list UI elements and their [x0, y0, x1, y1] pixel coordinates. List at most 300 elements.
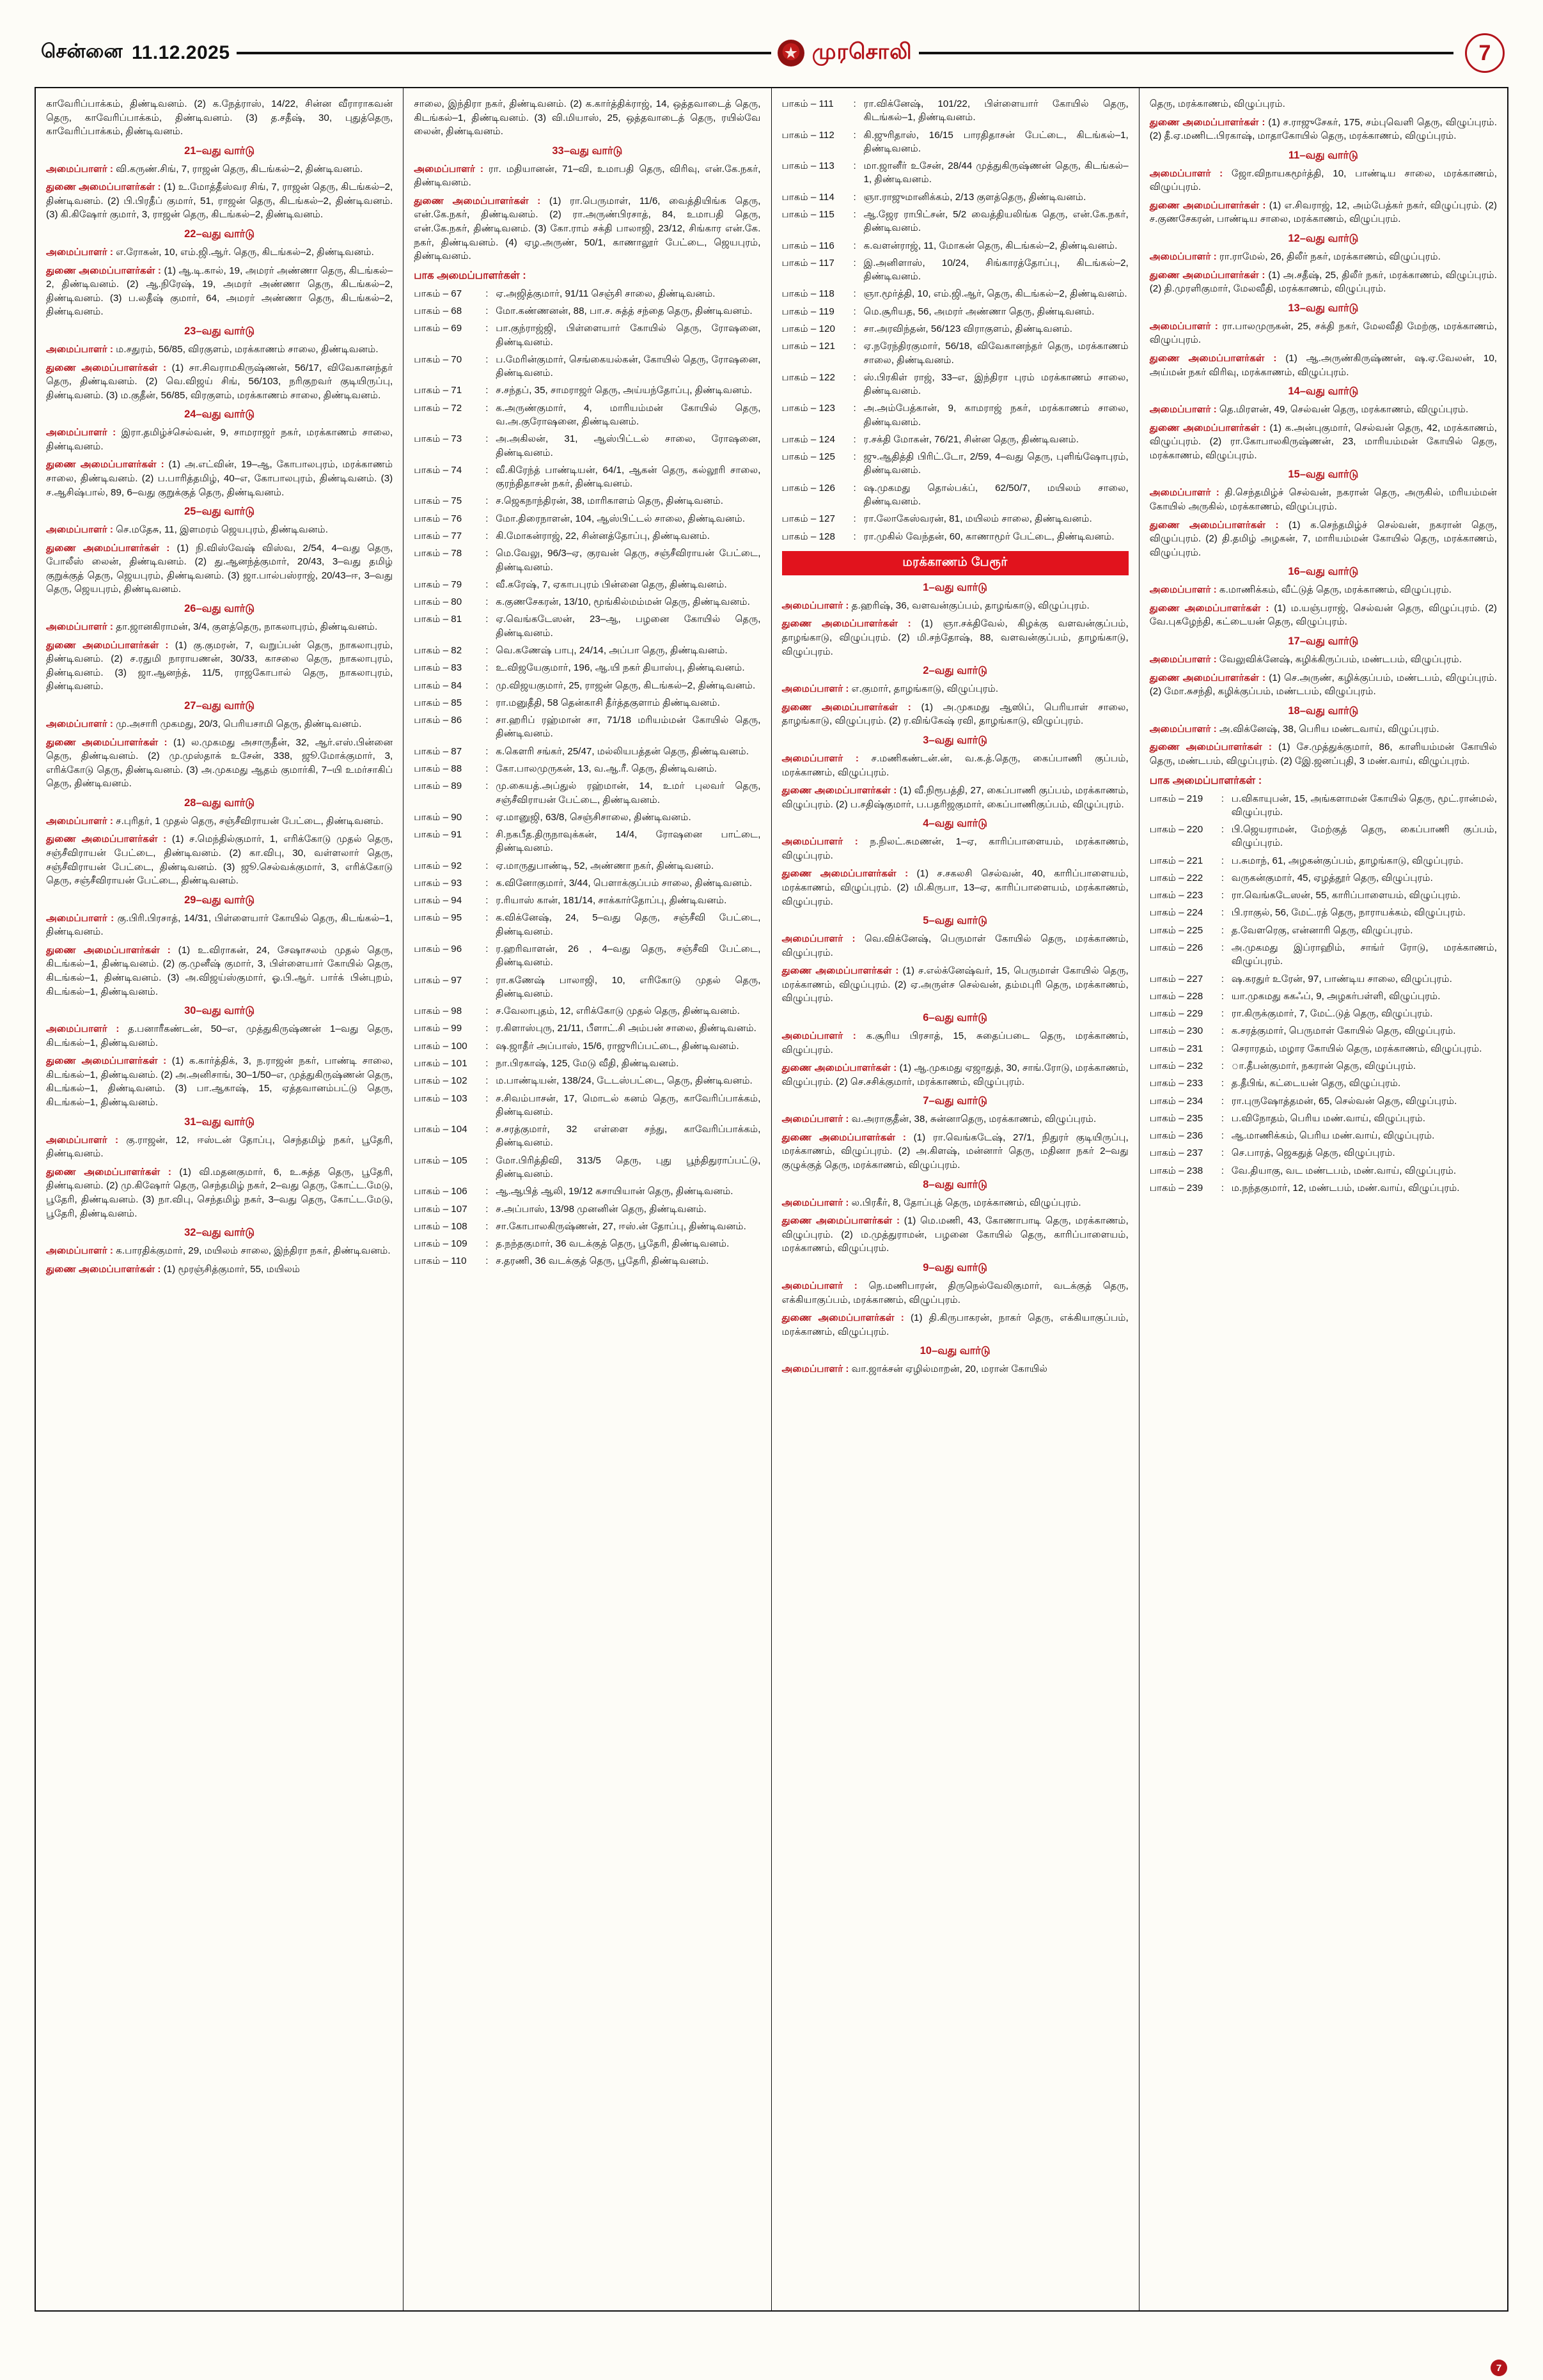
part-colon: :: [853, 323, 856, 334]
part-number: பாகம் – 82: [414, 644, 462, 656]
part-number: பாகம் – 111: [781, 98, 834, 109]
part-value: ஷ.ஜாதீர் அப்பாஸ், 15/6, ராஜுரிப்பட்டை, திண்டிவனம்.: [496, 1040, 739, 1052]
part-value: வீ.கிரேந்த் பாண்டியன், 64/1, ஆகன் தெரு, கல்லூரி சாலை, குரந்திதாசன் நகர், திண்டிவனம்.: [496, 464, 761, 490]
part-colon: :: [1221, 1165, 1224, 1176]
part-entry: [414, 713, 760, 741]
part-colon: :: [1221, 1112, 1224, 1124]
part-colon: :: [853, 482, 856, 494]
part-number: பாகம் – 113: [781, 160, 834, 172]
labelled-paragraph: [1150, 671, 1497, 699]
paragraph-text: (1) கு.குமரன், 7, வறுப்பன் தெரு, நாகலாபுரம், திண்டிவனம். (2) ச.ரதுமி நாராயணன், 30/33, காசலை தெரு, நாகலாபுரம், திண்டிவனம். (3) ஜா.ஆனந்த், 11/5, ராஜகோபால் தெரு, நாகலாபுரம், திண்டிவனம்.: [46, 639, 393, 692]
entry-label: அமைப்பாளர் :: [781, 836, 858, 848]
paragraph-text: தி.செந்தமிழ்ச் செல்வன், நகரான் தெரு, அருகில், மரியம்மன் கோயில் அருகில், மரக்காணம், விழுப்புரம்.: [1149, 487, 1497, 512]
paragraph-text: (1) ச.மெந்தில்குமார், 1, எரிக்கோடு முதல் தெரு, சஞ்சீவிராயன் பேட்டை, திண்டிவனம். (2) கா.விபு, 30, வள்ளலார் தெரு, சஞ்சீவிராயன் பேட்டை, திண்டிவனம். (3) ஜூ.செல்வக்குமார், 3, எரிக்கோடு தெரு, சஞ்சீவிராயன் பேட்டை, திண்டிவனம்.: [46, 834, 393, 887]
part-entry: [1150, 1112, 1497, 1125]
part-entry: [1150, 854, 1497, 867]
paragraph-text: (1) உ.விராகன், 24, சேஷாசலம் முதல் தெரு, கிடங்கல்–1, திண்டிவனம். (2) கு.முனீஷ் குமார், 3, பிள்ளையார் கோயில் தெரு, கிடங்கல்–1, திண்டிவனம். (3) அ.விஜய்ஸ்குமார், ஓ.பி.ஆர். பார்க் பின்புறம், கிடங்கல்–1, திண்டிவனம்.: [46, 944, 393, 997]
part-colon: :: [1221, 872, 1224, 883]
part-number: பாகம் – 128: [781, 531, 835, 542]
paragraph-text: ச.புரிதர், 1 முதல் தெரு, சஞ்சீவிராயன் பேட்டை, திண்டிவனம்.: [116, 815, 384, 827]
part-number: பாகம் – 114: [781, 191, 834, 203]
part-entry: [1150, 990, 1497, 1003]
part-value: ரா.புருஷோத்தமன், 65, செல்வன் தெரு, விழுப்புரம்.: [1231, 1095, 1457, 1107]
part-value: ரா.லோகேஸ்வரன், 81, மயிலம் சாலை, திண்டிவனம்.: [863, 513, 1092, 525]
part-value: ச.தரணி, 36 வடக்குத் தெரு, பூதேரி, திண்டிவனம்.: [496, 1256, 709, 1267]
part-entry: [414, 1154, 760, 1181]
part-value: செராரதம், மழார கோயில் தெரு, மரக்காணம், விழுப்புரம்.: [1231, 1043, 1482, 1054]
part-value: ஷ.கரதுர் உரேன், 97, பாண்டிய சாலை, விழுப்புரம்.: [1231, 973, 1452, 984]
entry-label: அமைப்பாளர் :: [1149, 167, 1223, 179]
part-number: பாகம் – 225: [1149, 924, 1203, 936]
part-colon: :: [485, 912, 489, 924]
part-entry: [782, 322, 1129, 336]
part-entry: [414, 696, 760, 710]
part-value: மு.கையத்.அப்துல் ரஹ்மான், 14, உமர் புலவர் தெரு, சஞ்சீவிராயன் பேட்டை, திண்டிவனம்.: [496, 781, 761, 805]
part-number: பாகம் – 99: [414, 1023, 462, 1034]
text-column-2: [403, 88, 771, 2310]
ward-heading: 10–வது வார்டு: [920, 1345, 991, 1357]
part-number: பாகம் – 226: [1149, 942, 1203, 954]
entry-label: அமைப்பாளர் :: [1149, 723, 1217, 735]
part-entry: [1150, 1042, 1497, 1055]
entry-label: துணை அமைப்பாளர்கள் :: [781, 701, 911, 713]
part-number: பாகம் – 109: [414, 1238, 467, 1250]
labelled-paragraph: [782, 752, 1129, 779]
entry-label: துணை அமைப்பாளர்கள் :: [46, 639, 169, 651]
part-value: ரா.கணேஷ் பாலாஜி, 10, எரிகோடு முதல் தெரு, திண்டிவனம்.: [496, 974, 761, 999]
part-number: பாகம் – 220: [1149, 824, 1203, 836]
entry-label: அமைப்பாளர் :: [414, 163, 483, 175]
part-number: பாகம் – 112: [781, 129, 834, 141]
part-entry: [414, 1123, 760, 1150]
paragraph-text: (1) சே.முத்துக்குமார், 86, காளியம்மன் கோயில் தெரு, மண்டபம், விழுப்புரம். (2) இே.ஜனப்புதி, 3 மண்.வாய், விழுப்புரம்.: [1149, 742, 1497, 766]
part-value: ஆ.ஜேர ராபிட்சன், 5/2 வைத்தியலிங்க தெரு, என்.கே.நகர், திண்டிவனம்.: [863, 208, 1129, 234]
paragraph-text: (1) உ.மோத்தீஸ்வர சிங், 7, ராஜன் தெரு, கிடங்கல்–2, திண்டிவனம். (2) பி.பிரதீப் குமார், 51, ராஜன் தெரு, கிடங்கல்–2, திண்டிவனம். (3) கி.கிஷோர் குமார், 3, ராஜன் தெரு, கிடங்கல்–2, திண்டிவனம்.: [46, 182, 393, 221]
labelled-paragraph: [1150, 518, 1497, 560]
paragraph-text: (1) ம.யஞ்பராஜ், செல்வன் தெரு, விழுப்புரம். (2) வே.புகழேந்தி, கட்டையன் தெரு, விழுப்புரம்.: [1149, 602, 1497, 628]
ward-heading: 22–வது வார்டு: [184, 228, 255, 240]
part-number: பாகம் – 229: [1149, 1008, 1203, 1020]
entry-label: அமைப்பாளர் :: [781, 683, 849, 695]
body-paragraph: [1150, 97, 1497, 111]
entry-label: துணை அமைப்பாளர்கள் :: [1149, 519, 1279, 531]
part-colon: :: [485, 781, 489, 792]
labelled-paragraph: [46, 620, 393, 634]
entry-label: அமைப்பாளர் :: [1149, 404, 1217, 416]
part-number: பாகம் – 91: [414, 829, 462, 841]
labelled-paragraph: [46, 1244, 393, 1258]
part-entry: [414, 859, 760, 873]
labelled-paragraph: [1150, 421, 1497, 463]
part-entry: [414, 353, 760, 380]
paragraph-text: (1) ரா.பெருமாள், 11/6, வைத்தியிங்க தெரு, என்.கே.நகர், திண்டிவனம். (2) ரா.அருண்பிரசாத், 84, உமாபதி தெரு, என்.கே.நகர், திண்டிவனம். (3) கோ.ராம் சக்தி பாலாஜி, 23/12, சிங்கார என்.கே. நகர், திண்டிவனம். (4) ஏழ.அருண், 50/1, காணாலூர் பேட்டை, ஜெயபுரம், திண்டிவனம்.: [414, 195, 761, 262]
entry-label: துணை அமைப்பாளர்கள் :: [781, 618, 911, 630]
part-colon: :: [485, 974, 489, 986]
labelled-paragraph: [782, 784, 1129, 811]
entry-label: அமைப்பாளர் :: [1149, 487, 1219, 499]
part-number: பாகம் – 98: [414, 1006, 462, 1017]
ward-heading: 31–வது வார்டு: [184, 1116, 255, 1128]
entry-label: துணை அமைப்பாளர்கள் :: [781, 785, 897, 797]
part-entry: [414, 463, 760, 491]
part-value: வே.தியாகு, வட மண்டபம், மண்.வாய், விழுப்புரம்.: [1231, 1165, 1457, 1176]
part-value: ரா.கிருக்குமார், 7, மேட்.டுத் தெரு, விழுப்புரம்.: [1231, 1008, 1433, 1020]
part-number: பாகம் – 102: [414, 1075, 467, 1087]
part-entry: [414, 1202, 760, 1216]
part-number: பாகம் – 83: [414, 662, 462, 674]
paragraph-text: வெ.விக்னேஷ், பெருமாள் கோயில் தெரு, மரக்காணம், விழுப்புரம்.: [781, 933, 1129, 958]
part-colon: :: [485, 1058, 489, 1069]
part-colon: :: [485, 385, 489, 396]
part-value: பா.குந்ராஜ்ஜி, பிள்ளையார் கோயில் தெரு, ரோஷனை, திண்டிவனம்.: [496, 323, 761, 348]
entry-label: துணை அமைப்பாளர்கள் :: [1149, 269, 1265, 281]
paragraph-text: அ.விக்னேஷ், 38, பெரிய மண்டவாய், விழுப்புரம்.: [1219, 723, 1439, 735]
ward-heading: 1–வது வார்டு: [923, 581, 988, 593]
labelled-paragraph: [1150, 352, 1497, 379]
part-value: ஞா.ராஜுமானிக்கம், 2/13 குளத்தெரு, திண்டிவனம்.: [863, 191, 1086, 203]
paragraph-text: (1) சா.சிவராமகிருஷ்ணன், 56/17, விவேகானந்தர் தெரு, திண்டிவனம். (2) வெ.விஜய் சிங், 56/103, நரிகுறவர் குடியிருப்பு, திண்டிவனம். (3) ம.குதீன், 56/85, விரகுளம், மரக்காணம் சாலை, திண்டிவனம்.: [46, 362, 393, 401]
part-entry: [414, 828, 760, 855]
entry-label: அமைப்பாளர் :: [46, 247, 113, 258]
labelled-paragraph: [46, 264, 393, 319]
part-colon: :: [853, 160, 856, 172]
ward-heading: 28–வது வார்டு: [184, 797, 255, 809]
entry-label: துணை அமைப்பாளர்கள் :: [46, 1055, 167, 1067]
part-number: பாகம் – 126: [781, 482, 835, 494]
labelled-paragraph: [46, 832, 393, 887]
part-entry: [782, 191, 1129, 204]
part-entry: [414, 1039, 760, 1053]
part-colon: :: [1221, 942, 1224, 954]
entry-label: அமைப்பாளர் :: [781, 933, 856, 945]
paragraph-text: தெரு, மரக்காணம், விழுப்புரம்.: [1149, 98, 1285, 109]
labelled-paragraph: [1150, 167, 1497, 194]
part-colon: :: [853, 371, 856, 383]
part-entry: [782, 450, 1129, 478]
paragraph-text: (1) வி.மதனகுமார், 6, உ.சுத்த தெரு, பூதேரி, திண்டிவனம். (2) மு.கிஷோர் தெரு, செந்தமிழ் நகர், 2–வது தெரு, கோட்ட.மேடு, பூதேரி, திண்டிவனம். (3) நா.விபு, செந்தமிழ் நகர், 3–வது தெரு, கோட்ட.மேடு, பூதேரி, திண்டிவனம்.: [46, 1166, 393, 1219]
part-colon: :: [1221, 824, 1224, 836]
part-value: நா.பிரகாஷ், 125, மேடு வீதி, திண்டிவனம்.: [496, 1058, 679, 1069]
part-colon: :: [485, 1238, 489, 1250]
paragraph-text: சாலை, இந்திரா நகர், திண்டிவனம். (2) க.கார்த்திக்ராஜ், 14, ஒத்தவாடைத் தெரு, கிடங்கல்–1, திண்டிவனம். (3) வி.மியாஸ், 25, ஒத்தவாடைத் தெரு, ரயில்வே லைன், திண்டிவனம்.: [414, 98, 761, 137]
part-value: யா.முகமது ககஃப், 9, அழகர்பள்ளி, விழுப்புரம்.: [1231, 990, 1441, 1002]
part-number: பாகம் – 234: [1149, 1095, 1203, 1107]
part-entry: [414, 384, 760, 397]
ward-heading: 7–வது வார்டு: [923, 1095, 988, 1107]
part-entry: [782, 287, 1129, 300]
part-colon: :: [1221, 907, 1224, 919]
entry-label: துணை அமைப்பாளர்கள் :: [46, 362, 167, 373]
labelled-paragraph: [46, 639, 393, 694]
part-number: பாகம் – 221: [1149, 855, 1203, 866]
part-colon: :: [485, 1203, 489, 1215]
part-number: பாகம் – 67: [414, 288, 462, 299]
part-number: பாகம் – 233: [1149, 1078, 1203, 1089]
part-value: ர.சக்தி மோகன், 76/21, சின்ன தெரு, திண்டிவனம்.: [863, 433, 1079, 445]
part-value: மோ.திரைநாளன், 104, ஆஸ்பிட்டல் சாலை, திண்டிவனம்.: [496, 513, 746, 524]
part-value: ரா.வெங்கடேஸன், 55, காரிப்பாளையம், விழுப்புரம்.: [1231, 890, 1461, 901]
paragraph-text: செ.மதேசு, 11, இளமரம் ஜெயபுரம், திண்டிவனம்.: [116, 524, 328, 536]
part-entry: [1150, 823, 1497, 850]
labelled-paragraph: [46, 162, 393, 176]
labelled-paragraph: [1150, 250, 1497, 264]
ward-heading: 30–வது வார்டு: [184, 1005, 255, 1017]
text-column-1: [36, 88, 403, 2310]
ward-heading: 12–வது வார்டு: [1288, 233, 1359, 245]
part-number: பாகம் – 222: [1149, 872, 1203, 883]
part-value: த.நந்தகுமார், 36 வடக்குத் தெரு, பூதேரி, திண்டிவனம்.: [496, 1238, 730, 1250]
labelled-paragraph: [46, 245, 393, 260]
part-number: பாகம் – 239: [1149, 1182, 1203, 1194]
part-value: ச.ஜெகநாந்திரன், 38, மாரிகாளம் தெரு, திண்டிவனம்.: [496, 495, 723, 507]
part-colon: :: [1221, 924, 1224, 936]
part-entry: [414, 1220, 760, 1233]
masthead-rule-left: [237, 52, 771, 54]
paragraph-text: (1) க.செந்தமிழ்ச் செல்வன், நகரான் தெரு, விழுப்புரம். (2) தி.தமிழ் அழகன், 7, மாரியம்மன் கோயில் தெரு, மரக்காணம், விழுப்புரம்.: [1149, 519, 1497, 558]
entry-label: துணை அமைப்பாளர்கள் :: [1149, 352, 1277, 364]
ward-heading: 13–வது வார்டு: [1288, 302, 1359, 314]
part-colon: :: [1221, 1182, 1224, 1194]
entry-label: அமைப்பாளர் :: [781, 600, 849, 611]
part-value: இ.அனிளாஸ், 10/24, சிங்காரத்தோப்பு, கிடங்கல்–2, திண்டிவனம்.: [863, 257, 1129, 283]
part-value: கோ.பாலமுருகன், 13, வ.ஆ.ரீ. தெரு, திண்டிவனம்.: [496, 763, 717, 774]
part-value: ஏ.மானுஜி, 63/8, செஞ்சிசாலை, திண்டிவனம்.: [496, 811, 691, 823]
part-value: ரா.மனுதீதி, 58 தென்காசி தீர்த்தகுளாம் திண்டிவனம்.: [496, 697, 720, 708]
part-colon: :: [1221, 1061, 1224, 1071]
part-number: பாகம் – 71: [414, 385, 462, 396]
labelled-paragraph: [46, 523, 393, 537]
entry-label: அமைப்பாளர் :: [781, 1364, 849, 1375]
labelled-paragraph: [46, 814, 393, 828]
part-value: அ.முகமது இப்ராஹிம், சாங்ர் ரோடு, மரக்காணம், விழுப்புரம்.: [1231, 942, 1497, 967]
part-entry: [414, 1185, 760, 1198]
paragraph-text: (1) க.கார்த்திக், 3, ந.ராஜன் நகர், பாண்டி சாலை, கிடங்கல்–1, திண்டிவனம். (2) அ.அனிசாங், 30–1/50–எ, முத்துகிருஷ்ணன் தெரு, கிடங்கல்–1, திண்டிவனம். (3) பா.ஆகாஷ், 15, ஏத்தவானம்பட்டு தெரு, கிடங்கல்–1, திண்டிவனம்.: [46, 1055, 393, 1108]
part-entry: [414, 512, 760, 525]
part-colon: :: [485, 1155, 489, 1166]
labelled-paragraph: [782, 867, 1129, 908]
part-number: பாகம் – 97: [414, 974, 462, 986]
part-value: ஞா.மூர்த்தி, 10, எம்.ஜி.ஆர், தெரு, கிடங்கல்–2, திண்டிவனம்.: [863, 288, 1127, 300]
part-entry: [782, 530, 1129, 543]
part-number: பாகம் – 80: [414, 596, 462, 608]
part-colon: :: [485, 644, 489, 656]
part-colon: :: [485, 1075, 489, 1087]
part-entry: [782, 371, 1129, 398]
part-value: பி.ராகுல், 56, மேட்.ரத் தெரு, நாராயக்கம், விழுப்புரம்.: [1231, 907, 1466, 919]
part-colon: :: [1221, 973, 1224, 984]
paragraph-text: (1) அ.முகமது ஆஸிப், பெரியாள் சாலை, தாழங்காடு, விழுப்புரம். (2) ர.விங்கேஷ் ரவி, தாழங்காடு, விழுப்புரம்.: [781, 701, 1129, 727]
part-value: அ.அம்பேத்கான், 9, காமராஜ் நகர், மரக்காணம் சாலை, திண்டிவனம்.: [863, 403, 1129, 428]
paragraph-text: காவேரிப்பாக்கம், திண்டிவனம். (2) க.நேத்ராஸ், 14/22, சின்ன வீராராகவன் தெரு, காவேரிப்பாக்கம், திண்டிவனம். (3) த.சதீஷ், 30, புதுத்தெரு, காவேரிப்பாக்கம், திண்டிவனம்.: [46, 98, 393, 137]
part-value: கி.ஜுரிதாஸ், 16/15 பாரதிதாசன் பேட்டை, கிடங்கல்–1, திண்டிவனம்.: [863, 129, 1129, 154]
body-paragraph: [414, 97, 760, 139]
part-value: பி.ஜெயராமன், மேற்குத் தெரு, கைப்பாணி குப்பம், விழுப்புரம்.: [1231, 824, 1497, 849]
part-entry: [414, 679, 760, 692]
part-value: ம.நந்தகுமார், 12, மண்டபம், மண்.வாய், விழுப்புரம்.: [1231, 1182, 1460, 1194]
paragraph-text: எ.குமார், தாழங்காடு, விழுப்புரம்.: [851, 683, 999, 695]
entry-label: துணை அமைப்பாளர்கள் :: [46, 1166, 171, 1178]
part-number: பாகம் – 100: [414, 1040, 467, 1052]
part-colon: :: [485, 354, 489, 365]
part-entry: [414, 876, 760, 890]
labelled-paragraph: [782, 617, 1129, 658]
entry-label: துணை அமைப்பாளர்கள் :: [781, 1132, 906, 1143]
part-number: பாகம் – 69: [414, 323, 462, 334]
ward-heading: 24–வது வார்டு: [184, 408, 255, 421]
part-number: பாகம் – 88: [414, 763, 462, 774]
part-colon: :: [485, 531, 489, 541]
part-colon: :: [853, 403, 856, 414]
paragraph-text: க.பாரதிக்குமார், 29, மயிலம் சாலை, இந்திரா நகர், திண்டிவனம்.: [116, 1245, 391, 1257]
part-value: சி.நகபீத.திருநாவுக்கன், 14/4, ரோஷனை பாட்டை, திண்டிவனம்.: [496, 829, 761, 854]
edition-date: 11.12.2025: [132, 42, 230, 63]
part-colon: :: [485, 495, 489, 507]
paragraph-text: த.பனாரீகண்டன், 50–எ, முத்துகிருஷ்ணன் 1–வது தெரு, கிடங்கல்–1, திண்டிவனம்.: [46, 1023, 393, 1048]
entry-label: துணை அமைப்பாளர்கள் :: [46, 944, 171, 956]
part-number: பாகம் – 122: [781, 371, 835, 383]
ward-heading: 15–வது வார்டு: [1288, 469, 1359, 481]
ward-heading: 21–வது வார்டு: [184, 144, 255, 157]
part-colon: :: [485, 1124, 489, 1135]
part-number: பாகம் – 104: [414, 1124, 467, 1135]
part-value: சா.கோபாலகிருஷ்ணன், 27, ஈஸ்.ன் தோப்பு, திண்டிவனம்.: [496, 1220, 746, 1232]
body-paragraph: [46, 97, 393, 139]
part-colon: :: [485, 433, 489, 445]
paragraph-text: ல.பிரகீர், 8, தோப்புத் தெரு, மரக்காணம், விழுப்புரம்.: [851, 1197, 1081, 1208]
entry-label: துணை அமைப்பாளர்கள் :: [1149, 116, 1265, 128]
part-value: ஜு.ஆதித்தி பிரிட்.டோ, 2/59, 4–வது தெரு, புளிங்ஷோபுரம், திண்டிவனம்.: [863, 451, 1129, 476]
part-entry: [1150, 972, 1497, 986]
paragraph-text: (1) ஆ.அருண்கிருஷ்ணன், ஷ.ஏ.வேலன், 10, அய்மன் நகர் விரிவு, மரக்காணம், விழுப்புரம்.: [1149, 352, 1497, 378]
entry-label: துணை அமைப்பாளர்கள் :: [1149, 422, 1266, 433]
entry-label: அமைப்பாளர் :: [1149, 320, 1218, 332]
paragraph-text: (1) ஞா.சக்திவேல், கிழக்கு வளவன்குப்பம், தாழங்காடு, விழுப்புரம். (2) மி.சந்தோஷ், 88, வளவன்குப்பம், தாழங்காடு, விழுப்புரம்.: [781, 618, 1129, 657]
entry-label: துணை அமைப்பாளர்கள் :: [46, 459, 164, 471]
part-colon: :: [485, 323, 489, 334]
labelled-paragraph: [46, 1133, 393, 1161]
paragraph-text: (1) ச.சகலசி செல்வன், 40, காரிப்பாளையம், மரக்காணம், விழுப்புரம். (2) மி.கிருபா, 13–ஏ, காரிப்பாளையம், மரக்காணம், விழுப்புரம்.: [781, 868, 1129, 907]
part-value: வீ.கரேஷ், 7, ஏகாபபுரம் பின்னை தெரு, திண்டிவனம்.: [496, 579, 727, 590]
labelled-paragraph: [782, 1279, 1129, 1307]
labelled-paragraph: [1150, 486, 1497, 513]
entry-label: துணை அமைப்பாளர்கள் :: [46, 834, 167, 845]
part-value: வருகன்குமார், 45, ஏழத்தூர் தெரு, விழுப்புரம்.: [1231, 872, 1433, 883]
ward-heading: 25–வது வார்டு: [184, 506, 255, 518]
part-entry: [414, 529, 760, 543]
part-number: பாகம் – 68: [414, 306, 462, 317]
part-value: ச.சிவம்பாசன், 17, மொடல் கனம் தெரு, காவேரிப்பாக்கம், திண்டிவனம்.: [496, 1093, 761, 1117]
paragraph-text: வி.கருண்.சிங், 7, ராஜன் தெரு, கிடங்கல்–2, திண்டிவனம்.: [116, 163, 363, 175]
part-value: ப.விகாயுபன், 15, அங்களாமன் கோயில் தெரு, மூட்.ரான்மல், விழுப்புரம்.: [1231, 793, 1497, 818]
labelled-paragraph: [46, 458, 393, 499]
part-value: மெ.சூரியத, 56, அமரர் அண்ணா தெரு, திண்டிவனம்.: [863, 306, 1095, 317]
part-entry: [1150, 1181, 1497, 1195]
part-number: பாகம் – 223: [1149, 890, 1203, 901]
part-value: க.குணசேகரன், 13/10, மூங்கில்மம்மன் தெரு, திண்டிவனம்.: [496, 596, 750, 608]
masthead-left: [41, 41, 230, 65]
part-entry: [414, 1092, 760, 1119]
entry-label: துணை அமைப்பாளர்கள் :: [46, 736, 168, 748]
part-entry: [414, 1074, 760, 1087]
labelled-paragraph: [46, 1022, 393, 1050]
part-colon: :: [1221, 990, 1224, 1002]
paragraph-text: ரா.பாலமுருகன், 25, சக்தி நகர், மேலவீதி மேற்கு, மரக்காணம், விழுப்புரம்.: [1149, 320, 1497, 346]
paragraph-text: தெ.மிரளன், 49, செல்வன் தெரு, மரக்காணம், விழுப்புரம்.: [1219, 404, 1469, 416]
paragraph-text: (1) ஆ.முகமது ஏஜாதுத், 30, சாங்.ரோடு, மரக்காணம், விழுப்புரம். (2) செ.சசிக்குமார், மரக்காணம், விழுப்புரம்.: [781, 1062, 1129, 1087]
part-entry: [1150, 1007, 1497, 1020]
part-number: பாகம் – 85: [414, 697, 462, 708]
part-colon: :: [485, 715, 489, 726]
part-value: க.அருண்குமார், 4, மாரியம்மன் கோயில் தெரு, வ.அ.குரோஷனை, திண்டிவனம்.: [496, 402, 761, 428]
part-entry: [414, 1004, 760, 1018]
part-entry: [1150, 1094, 1497, 1108]
paragraph-text: (1) ஆ.டி.கால், 19, அமரர் அண்ணா தெரு, கிடங்கல்–2, திண்டிவனம். (2) ஆ.நிரேஷ், 19, அமரர் அண்ணா தெரு, கிடங்கல்–2, திண்டிவனம். (3) ப.லதீஷ் குமார், 64, அமரர் அண்ணா தெரு, கிடங்கல்–2, திண்டிவனம்.: [46, 265, 393, 318]
part-entry: [414, 1057, 760, 1070]
part-colon: :: [485, 614, 489, 625]
part-number: பாகம் – 115: [781, 208, 834, 220]
part-number: பாகம் – 96: [414, 944, 462, 955]
part-colon: :: [853, 288, 856, 300]
paragraph-text: (1) தி.கிருபாகரன், நாகர் தெரு, எக்கியாகுப்பம், மரக்காணம், விழுப்புரம்.: [781, 1312, 1129, 1337]
entry-label: துணை அமைப்பாளர்கள் :: [46, 542, 170, 554]
paragraph-text: க.சூரிய பிரசாத், 15, சுதைப்படை தெரு, மரக்காணம், விழுப்புரம்.: [781, 1031, 1129, 1055]
labelled-paragraph: [782, 599, 1129, 613]
paragraph-text: ரா. மதியானன், 71–வி, உமாபதி தெரு, விரிவு, என்.கே.நகர், திண்டிவனம்.: [414, 163, 761, 189]
part-entry: [414, 612, 760, 640]
part-entry: [1150, 1129, 1497, 1142]
entry-label: அமைப்பாளர் :: [46, 427, 116, 439]
part-colon: :: [485, 1256, 489, 1267]
paragraph-text: கு.ராஜன், 12, ஈஸ்டன் தோப்பு, செந்தமிழ் நகர், பூதேரி, திண்டிவனம்.: [46, 1134, 393, 1160]
ward-heading: 14–வது வார்டு: [1288, 385, 1359, 398]
part-colon: :: [853, 257, 856, 268]
part-number: பாகம் – 79: [414, 579, 462, 590]
part-value: உ.விஜயேகுமார், 196, ஆ.யி நகர் தியாஸ்பு, திண்டிவனம்.: [496, 662, 745, 674]
part-colon: :: [485, 829, 489, 841]
part-colon: :: [1221, 1130, 1224, 1142]
part-number: பாகம் – 107: [414, 1203, 467, 1215]
part-number: பாகம் – 78: [414, 548, 462, 559]
part-value: ஆ.மாணிக்கம், பெரிய மண்.வாய், விழுப்புரம்.: [1231, 1130, 1435, 1142]
part-number: பாகம் – 116: [781, 240, 834, 251]
part-number: பாகம் – 95: [414, 912, 462, 924]
part-number: பாகம் – 120: [781, 323, 835, 334]
part-colon: :: [853, 129, 856, 141]
entry-label: அமைப்பாளர் :: [46, 621, 113, 633]
paragraph-text: கு.பிரி.பிரசாத், 14/31, பிள்ளையார் கோயில் தெரு, கிடங்கல்–1, திண்டிவனம்.: [46, 912, 393, 938]
part-value: ரா.விக்னேஷ், 101/22, பிள்ளையார் கோயில் தெரு, கிடங்கல்–1, திண்டிவனம்.: [863, 98, 1129, 123]
labelled-paragraph: [782, 1362, 1129, 1376]
part-entry: [414, 745, 760, 758]
part-colon: :: [485, 288, 489, 299]
labelled-paragraph: [782, 1311, 1129, 1339]
part-value: க.வினோகுமார், 3/44, பெளாக்குப்பம் சாலை, திண்டிவனம்.: [496, 877, 753, 889]
paragraph-text: ஜோ.விநாயகமூர்த்தி, 10, பாண்டிய சாலை, மரக்காணம், விழுப்புரம்.: [1149, 167, 1497, 193]
part-number: பாகம் – 90: [414, 811, 462, 823]
ward-heading: 26–வது வார்டு: [184, 603, 255, 615]
paragraph-text: தா.ஜானகிராமன், 3/4, குளத்தெரு, நாகலாபுரம், திண்டிவனம்.: [116, 621, 378, 633]
part-value: க.விக்னேஷ், 24, 5–வது தெரு, சஞ்சீவி பேட்டை, திண்டிவனம்.: [496, 912, 761, 937]
labelled-paragraph: [1150, 199, 1497, 226]
part-value: மு.விஜயகுமார், 25, ராஜன் தெரு, கிடங்கல்–2, திண்டிவனம்.: [496, 680, 756, 691]
part-value: ா.தீபன்குமார், நகரான் தெரு, விழுப்புரம்.: [1231, 1061, 1416, 1071]
part-number: பாகம் – 76: [414, 513, 462, 524]
part-number: பாகம் – 108: [414, 1220, 467, 1232]
part-number: பாகம் – 75: [414, 495, 462, 507]
paragraph-text: (1) ச.ராஜுசேகர், 175, சம்புவெளி தெரு, விழுப்புரம். (2) தீ.ஏ.மணிட.பிரகாஷ், மாதாகோயில் தெரு, மரக்காணம், விழுப்புரம்.: [1149, 116, 1497, 142]
part-value: சா.ஹரிப் ரஹ்மான் சா, 71/18 மரியம்மன் கோயில் தெரு, திண்டிவனம்.: [496, 715, 761, 740]
entry-label: அமைப்பாளர் :: [46, 343, 113, 355]
